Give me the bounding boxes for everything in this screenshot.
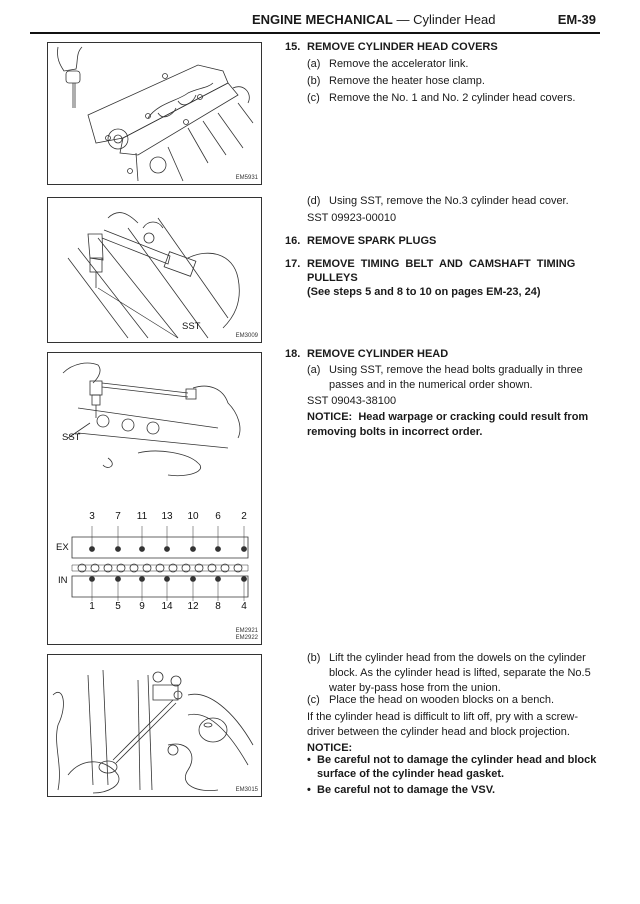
ex-label: EX <box>56 542 69 553</box>
figure-head-bolts <box>47 352 262 645</box>
lift-head-illustration <box>48 655 261 796</box>
figure-code: EM3015 <box>235 787 258 793</box>
item-text: Using SST, remove the No.3 cylinder head cover. <box>329 195 569 207</box>
notice-bullet <box>307 783 600 797</box>
bolt-number: 6 <box>215 511 221 522</box>
bullet-text: Be careful not to damage the VSV. <box>317 784 496 796</box>
bolt-number: 3 <box>89 511 95 522</box>
step-16-title <box>285 233 436 249</box>
item-key: (a) <box>307 58 321 70</box>
step-title-line1: REMOVE TIMING BELT AND CAMSHAFT TIMING <box>307 258 576 270</box>
bullet-icon: • <box>307 754 311 766</box>
bolt-number: 7 <box>115 511 121 522</box>
step-title: REMOVE CYLINDER HEAD COVERS <box>307 41 498 53</box>
step-18-title <box>285 346 448 362</box>
step-18-notice2-label: NOTICE: <box>307 742 353 754</box>
ex-bolt-row <box>90 547 247 552</box>
bolt-number: 8 <box>215 601 221 612</box>
figure-code: EM5931 <box>235 175 258 181</box>
item-key: (b) <box>307 75 321 87</box>
figure-sst-head-cover <box>47 197 262 343</box>
step-18-a <box>307 363 600 393</box>
header-title <box>252 12 495 27</box>
figure-code-line: EM2921 <box>235 628 258 634</box>
item-text: Remove the heater hose clamp. <box>329 75 485 87</box>
item-text: Place the head on wooden blocks on a bench. <box>329 694 555 706</box>
bolt-number: 5 <box>115 601 121 612</box>
header-subsection: Cylinder Head <box>413 12 496 27</box>
step-number: 18. <box>285 348 301 360</box>
step-title: REMOVE CYLINDER HEAD <box>307 348 449 360</box>
header-dash: — <box>392 12 414 27</box>
bolt-number: 11 <box>136 511 148 522</box>
figure-code: EM3009 <box>235 333 258 339</box>
step-18-notice <box>307 410 600 440</box>
bolt-number: 4 <box>241 601 247 612</box>
bolt-number: 12 <box>187 601 199 612</box>
step-number: 15. <box>285 41 301 53</box>
header-section: ENGINE MECHANICAL <box>252 12 393 27</box>
item-key: (c) <box>307 694 320 706</box>
sst-label: SST <box>62 432 81 443</box>
item-text: Lift the cylinder head from the dowels on the cylinder block. As the cylinder head is lifted, separate the No.5 water by-pass hose from the union. <box>329 652 591 694</box>
step-18-b <box>307 651 600 696</box>
item-key: (c) <box>307 92 320 104</box>
step-number: 17. <box>285 258 301 270</box>
head-cover-illustration <box>48 43 261 184</box>
in-bolt-row <box>90 577 247 582</box>
step-17-title <box>285 257 600 299</box>
bolt-number: 14 <box>161 601 173 612</box>
notice-label: NOTICE: <box>307 411 353 423</box>
step-number: 16. <box>285 235 301 247</box>
step-15-title <box>285 39 498 55</box>
figure-code-line: EM2922 <box>235 635 258 641</box>
step-title: REMOVE SPARK PLUGS <box>307 235 437 247</box>
step-18-tip: If the cylinder head is difficult to lift off, pry with a screw-driver between the cylinder head and block projection. <box>307 711 579 738</box>
page-header <box>30 8 600 34</box>
sst-wrench-illustration <box>48 198 261 342</box>
figure-lift-head <box>47 654 262 797</box>
step-15-d <box>307 194 607 209</box>
bolt-order-diagram <box>48 353 261 644</box>
bolt-number: 10 <box>187 511 199 522</box>
notice-text: Head warpage or cracking could result from removing bolts in incorrect order. <box>307 411 589 438</box>
item-text: Remove the accelerator link. <box>329 58 469 70</box>
in-label: IN <box>58 575 68 586</box>
item-key: (d) <box>307 195 321 207</box>
item-key: (b) <box>307 652 321 664</box>
bullet-text: Be careful not to damage the cylinder head and block surface of the cylinder head gasket. <box>317 754 597 780</box>
step-18-c <box>307 693 600 708</box>
figure-head-covers <box>47 42 262 185</box>
step-15-c <box>307 91 607 106</box>
item-text: Using SST, remove the head bolts gradually in three passes and in the numerical order shown. <box>329 364 583 391</box>
step-17-note: (See steps 5 and 8 to 10 on pages EM-23, 24) <box>307 286 541 298</box>
bolt-number: 9 <box>139 601 145 612</box>
figure-code <box>236 628 258 642</box>
step-title-line2: PULLEYS <box>307 272 358 284</box>
bolt-number: 13 <box>161 511 173 522</box>
step-15-sst: SST 09923-00010 <box>307 212 397 224</box>
bolt-number: 1 <box>89 601 95 612</box>
notice-bullet <box>307 753 600 781</box>
page-number: EM-39 <box>557 12 596 27</box>
item-text: Remove the No. 1 and No. 2 cylinder head covers. <box>329 92 576 104</box>
bolt-number: 2 <box>241 511 247 522</box>
step-15-a <box>307 57 607 72</box>
item-key: (a) <box>307 364 321 376</box>
step-18-sst: SST 09043-38100 <box>307 395 397 407</box>
bullet-icon: • <box>307 784 311 796</box>
step-15-b <box>307 74 607 89</box>
sst-label: SST <box>182 321 201 332</box>
